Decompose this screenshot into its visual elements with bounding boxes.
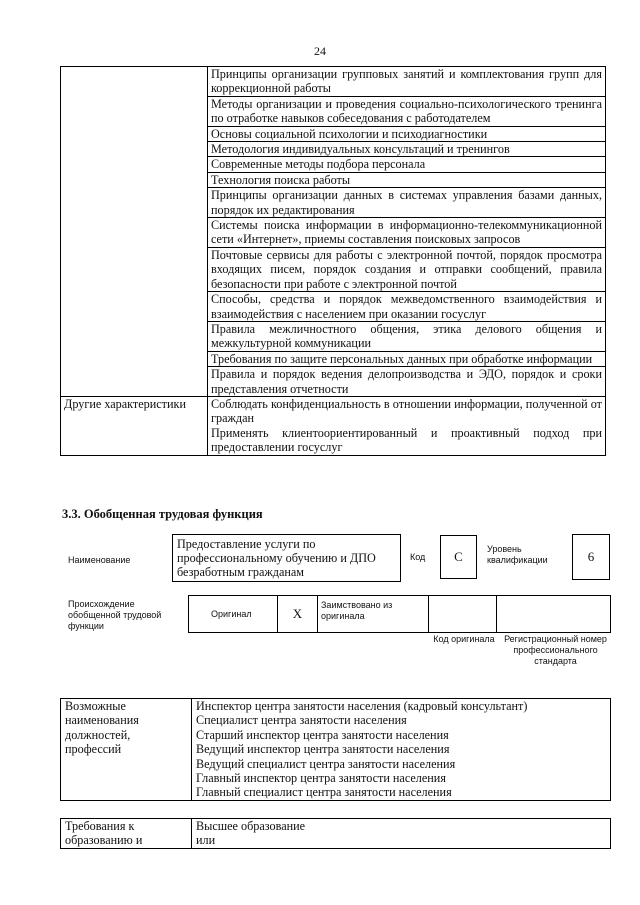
origin-label: Происхождение обобщенной трудовой функции [68, 599, 162, 631]
table-row [61, 396, 606, 455]
list-item: Специалист центра занятости населения [196, 713, 407, 728]
list-item: Главный специалист центра занятости населения [196, 785, 452, 800]
list-item: Инспектор центра занятости населения (кадровый консультант) [196, 699, 528, 713]
table-row [61, 819, 611, 849]
knowledge-item: Правила и порядок ведения делопроизводства и ЭДО, порядок и сроки представления отчетности [208, 367, 606, 397]
knowledge-item: Требования по защите персональных данных при обработке информации [208, 351, 606, 366]
knowledge-item: Правила межличностного общения, этика делового общения и межкультурной коммуникации [208, 321, 606, 351]
list-item: Ведущий инспектор центра занятости населения [196, 742, 450, 757]
knowledge-item: Принципы организации групповых занятий и комплектования групп для коррекционной работы [208, 67, 606, 97]
table-row [61, 699, 611, 801]
knowledge-item: Принципы организации данных в системах управления базами данных, порядок их редактирования [208, 188, 606, 218]
other-line: Соблюдать конфиденциальность в отношении информации, полученной от граждан [211, 396, 602, 426]
knowledge-item: Методы организации и проведения социально-психологического тренинга по отработке навыков собеседования с работодателем [208, 96, 606, 126]
table-row [61, 67, 606, 97]
other-line: Применять клиентоориентированный и проактивный подход при предоставлении госуслуг [211, 425, 602, 455]
knowledge-item: Технология поиска работы [208, 172, 606, 187]
other-characteristics-cell [208, 396, 606, 455]
education-table [60, 818, 611, 849]
positions-list [192, 699, 611, 801]
original-mark: X [278, 596, 318, 632]
borrowed-label: Заимствовано из оригинала [318, 596, 429, 632]
other-characteristics-label: Другие характеристики [61, 396, 208, 455]
positions-label: Возможные наименования должностей, профессий [61, 699, 192, 801]
name-label: Наименование [68, 555, 131, 565]
qualification-level-box: 6 [572, 534, 610, 580]
knowledge-item: Способы, средства и порядок межведомственного взаимодействия и взаимодействия с населением при оказании госуслуг [208, 292, 606, 322]
qualification-level-label: Уровень квалификации [487, 544, 548, 565]
knowledge-item: Основы социальной психологии и психодиагностики [208, 126, 606, 141]
page-number: 24 [314, 44, 326, 58]
list-item: или [196, 833, 216, 848]
list-item: Главный инспектор центра занятости населения [196, 771, 446, 786]
origin-code-cell [429, 596, 497, 632]
section-title: 3.3. Обобщенная трудовая функция [62, 507, 263, 521]
list-item: Ведущий специалист центра занятости населения [196, 756, 456, 771]
original-label: Оригинал [189, 596, 278, 632]
education-label: Требования к образованию и [61, 819, 192, 849]
knowledge-table [60, 66, 606, 456]
registration-number-cell [497, 596, 610, 632]
knowledge-item: Почтовые сервисы для работы с электронной почтой, порядок просмотра входящих писем, порядок создания и отправки сообщений, правила безопасности при работе с электронной почтой [208, 247, 606, 291]
origin-code-caption: Код оригинала [433, 634, 495, 644]
registration-number-caption: Регистрационный номер профессионального стандарта [504, 634, 607, 666]
code-value-box: C [440, 535, 477, 579]
positions-table [60, 698, 611, 801]
knowledge-item: Методология индивидуальных консультаций и тренингов [208, 142, 606, 157]
knowledge-item: Современные методы подбора персонала [208, 157, 606, 172]
list-item: Старший инспектор центра занятости населения [196, 727, 449, 742]
list-item: Высшее образование [196, 819, 306, 833]
knowledge-item: Системы поиска информации в информационно-телекоммуникационной сети «Интернет», приемы составления поисковых запросов [208, 218, 606, 248]
knowledge-label-cell [61, 67, 208, 397]
function-name-box: Предоставление услуги по профессиональному обучению и ДПО безработным гражданам [172, 534, 401, 582]
education-list [192, 819, 611, 849]
code-label: Код [410, 552, 426, 562]
origin-row [188, 595, 611, 633]
